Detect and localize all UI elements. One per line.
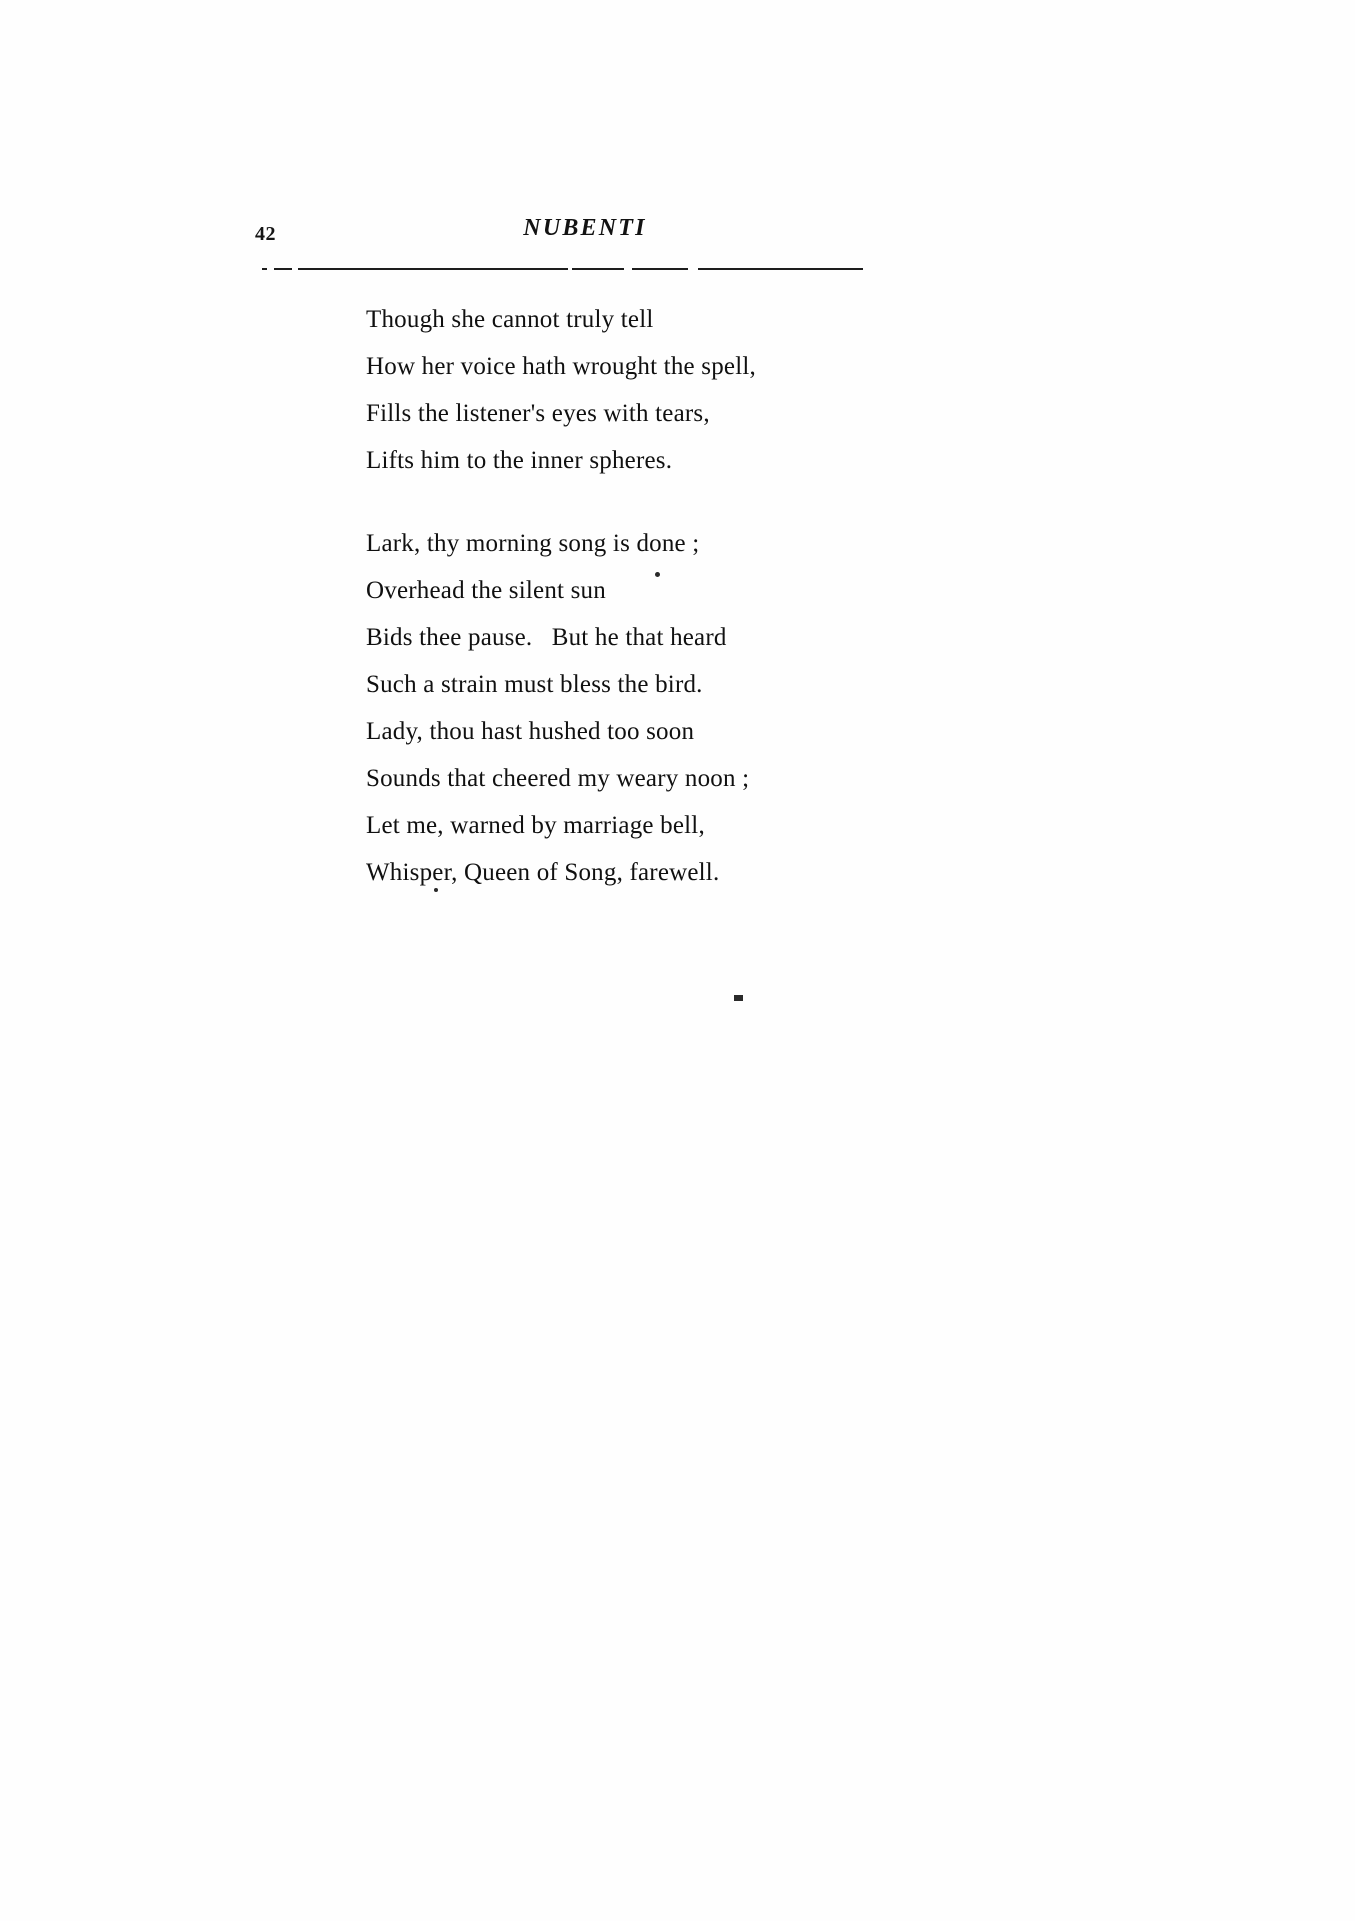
verse-line: Whisper, Queen of Song, farewell. (366, 859, 720, 886)
verse-line: Such a strain must bless the bird. (366, 671, 703, 698)
rule-segment (698, 268, 863, 270)
ink-speck (655, 572, 660, 577)
poem-body (366, 296, 926, 896)
running-head-title: NUBENTI (523, 215, 647, 241)
header-divider-rule (262, 268, 863, 271)
rule-segment (298, 268, 568, 270)
verse-line: Lark, thy morning song is done ; (366, 530, 700, 557)
running-head (255, 215, 875, 249)
verse-line: Sounds that cheered my weary noon ; (366, 765, 750, 792)
stanza (366, 520, 926, 896)
verse-line: How her voice hath wrought the spell, (366, 353, 756, 380)
stanza (366, 296, 926, 484)
verse-line: Though she cannot truly tell (366, 306, 654, 333)
ink-speck (434, 888, 438, 892)
page-number: 42 (255, 223, 276, 245)
rule-segment (262, 268, 267, 270)
rule-segment (632, 268, 688, 270)
verse-line: Let me, warned by marriage bell, (366, 812, 705, 839)
verse-line: Fills the listener's eyes with tears, (366, 400, 710, 427)
verse-line: Overhead the silent sun (366, 577, 606, 604)
rule-segment (572, 268, 624, 270)
verse-line: Bids thee pause. But he that heard (366, 624, 727, 651)
verse-line: Lifts him to the inner spheres. (366, 447, 673, 474)
verse-line: Lady, thou hast hushed too soon (366, 718, 695, 745)
ink-speck (734, 995, 743, 1001)
rule-segment (274, 268, 292, 270)
